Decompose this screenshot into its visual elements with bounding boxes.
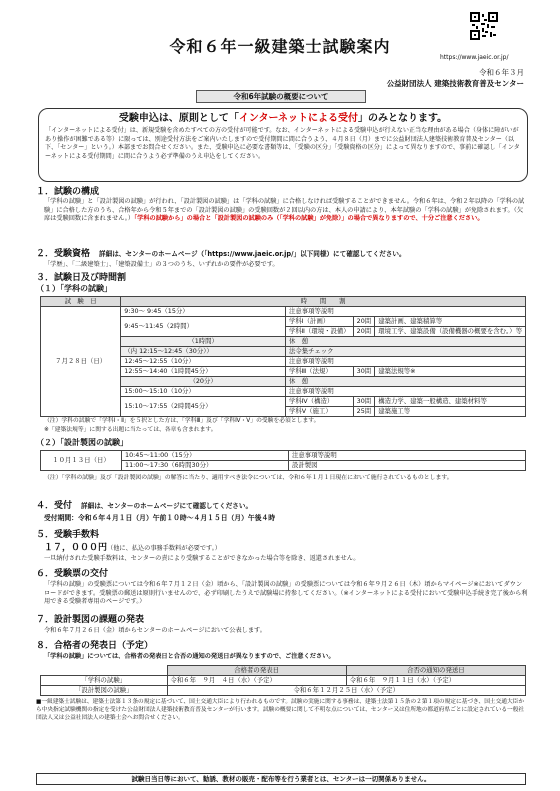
table-header-row: 合格者の発表日 合否の通知の発送日 (41, 666, 526, 676)
table-row: 学科Ⅴ（施工） 25問 建築施工等 (41, 407, 526, 417)
issue-date: 令和６年３月 (479, 68, 524, 77)
overview-banner: 令和6年試験の概要について (196, 90, 366, 103)
section-1-heading: １．試験の構成 (36, 187, 100, 197)
section-4-heading: ４．受付 詳細は、センターのホームページにて確認してください。 (36, 501, 253, 511)
table-row: 「設計製図の試験」 令和６年１２月２５日（水）（予定） (41, 686, 526, 696)
table-row: 15:10〜17:55（2時間45分） 学科Ⅳ（構造） 30問 構造力学、建築一般構造、建築材料等 (41, 397, 526, 407)
notice-box (38, 108, 528, 182)
results-table (40, 665, 526, 696)
page-title: 令和６年一級建築士試験案内 (169, 37, 391, 56)
schedule-note-1: （注）学科の試験で「学科Ⅰ・Ⅱ」を５択とした方は、「学科Ⅲ」及び「学科Ⅳ・Ⅴ」の受験を必須とします。 (44, 418, 320, 424)
fee-refund-note: 一旦納付された受験手数料は、センターの責により受験することができなかった場合等を除き、返還されません。 (44, 555, 360, 562)
section-3-sub-1: （１）「学科の試験」 (36, 284, 112, 293)
section-2-heading: ２．受験資格 詳細は、センターのホームページ（「https://www.jaeic.or.jp/」以下同様）にて確認してください。 (36, 249, 406, 259)
organization-name: 公益財団法人 建築技術教育普及センター (386, 79, 524, 88)
application-period: 受付期間：令和６年４月１日（月）午前１０時〜４月１５日（月）午後４時 (44, 514, 276, 522)
table-row: １０月１３日（日） 10:45〜11:00（15分） 注意事項等説明 (41, 451, 526, 461)
table-row: 11:00〜17:30（6時間30分） 設計製図 (41, 461, 526, 471)
schedule-note-2: ※「建築法規等」に関する出題に当たっては、各章も含まれます。 (44, 427, 217, 433)
table-row: （1時間） 休 憩 (41, 337, 526, 347)
exam-date-1: ７月２８日（日） (41, 307, 121, 417)
table-row: （内 12:15〜12:45（30分）） 法令集チェック (41, 347, 526, 357)
section-6-text: 「学科の試験」の受験票については令和６年７月１２日（金）頃から、「設計製図の試験」の受験票については令和６年９月２６日（木）頃からマイページ※においてダウンロードができます。受験票の郵送は原則行いませんので、必ず印刷したうえで試験場に持参してください。（※インターネットによる受付において受験申込手続き完了後から利用できる受験者専用のページです。） (44, 581, 528, 606)
exam-fee: １７，０００円（他に、払込の事務手数料が必要です。） (44, 543, 221, 553)
section-2-detail: 詳細は、センターのホームページ（「https://www.jaeic.or.jp/」以下同様）にて確認してください。 (99, 250, 406, 258)
site-url[interactable]: https://www.jaeic.or.jp/ (440, 54, 509, 61)
section-8-text: 「学科の試験」については、合格者の発表日と合否の通知の発送日が異なりますので、ご注意ください。 (44, 653, 335, 660)
section-7-heading: ７．設計製図の課題の発表 (36, 615, 145, 625)
table-row: 学科Ⅱ（環境・設備） 20問 環境工学、建築設備（設備機器の概要を含む。）等 (41, 327, 526, 337)
section-2-text: 「学歴」、「二級建築士」、「建築設備士」の３つのうち、いずれかの要件が必要です。 (44, 261, 279, 268)
written-exam-schedule (40, 296, 526, 417)
col-schedule: 時 間 割 (121, 297, 526, 307)
table-row: 12:55〜14:40（1時間45分） 学科Ⅲ（法規） 30問 建築法規等※ (41, 367, 526, 377)
notice-title-highlight: インターネットによる受付 (238, 113, 358, 124)
footer-warning: 試験日当日等において、勧誘、教材の販売・配布等を行う業者とは、センターは一切関係ありません。 (36, 773, 526, 785)
section-5-heading: ５．受験手数料 (36, 530, 100, 540)
schedule-note-3: （注）「学科の試験」及び「設計製図の試験」の解答に当たり、適用すべき法令については、令和６年１月１日現在において施行されているものとします。 (44, 475, 453, 481)
notice-body: 「インターネットによる受付」は、新規受験を含めたすべての方の受付が可能です。なお、インターネットによる受験申込が行えない正当な理由がある場合（身体に障がいがあり操作が困難である等）に限っては、別途受付方法をご案内いたしますので受付期間に間に合うよう、４月８日（月）までに公益財団法人建築技術教育普及センター（以下、「センター」という。）本部までお問合せください。また、受験申込に必要な書類等は、「受験の区分」「受験資格の区分」によって異なりますので、事前に確認し「インターネットによる受付期間」に間に合うよう必ず準備のうえ申込をしてください。 (45, 127, 520, 160)
section-4-detail: 詳細は、センターのホームページにて確認してください。 (81, 502, 253, 510)
table-row: 9:45〜11:45（2時間） 学科Ⅰ（計画） 20問 建築計画、建築積算等 (41, 317, 526, 327)
table-row: （20分） 休 憩 (41, 377, 526, 387)
exam-date-2: １０月１３日（日） (41, 451, 122, 471)
table-row: 15:00〜15:10（10分） 注意事項等説明 (41, 387, 526, 397)
legal-fine-print: ■一級建築士試験は、建築士法第１３条の規定に基づいて、国土交通大臣により行われるものです。試験の実施に関する事務は、建築士法第１５条の２第１項の規定に基づき、国土交通大臣から中央指定試験機関の指定を受けた公益財団法人建築技術教育普及センターが行います。試験の概要に関して不明な点については、センター又は住所地の都道府県ごとに設定されている一般社団法人又は公益社団法人の建築士会へお問合せください。 (36, 699, 525, 721)
section-3-heading: ３．試験日及び時間割 (36, 273, 127, 283)
section-3-sub-2: （２）「設計製図の試験」 (36, 438, 128, 447)
notice-title: 受験申込は、原則として「インターネットによる受付」のみとなります。 (118, 113, 448, 124)
table-row: 12:45〜12:55（10分） 注意事項等説明 (41, 357, 526, 367)
col-exam-date: 試 験 日 (41, 297, 121, 307)
section-1-warning: 「学科の試験から」の場合と「設計製図の試験のみ（「学科の試験」が免除）」の場合で異なりますので、十分ご注意ください。 (134, 215, 484, 223)
table-row: ７月２８日（日） 9:30〜 9:45（15分） 注意事項等説明 (41, 307, 526, 317)
table-row: 「学科の試験」 令和６年 ９月 ４日（水）（予定） 令和６年 ９月１１日（水）（予定） (41, 676, 526, 686)
section-6-heading: ６．受験票の交付 (36, 569, 109, 579)
section-8-heading: ８．合格者の発表日（予定） (36, 641, 154, 651)
section-1-text: 「学科の試験」と「設計製図の試験」が行われ、「設計製図の試験」は「学科の試験」に合格しなければ受験することができません。令和６年は、令和２年以降の「学科の試験」に合格した方のうち、合格年から令和５年までの「設計製図の試験」の受験回数が２回以内の方は、本人の申請により、本年試験の「学科の試験」が免除されます。（欠席は受験回数に含まれません。）「学科の試験から」の場合と「設計製図の試験のみ（「学科の試験」が免除）」の場合で異なりますので、十分ご注意ください。 (44, 198, 525, 223)
design-exam-schedule (40, 450, 526, 471)
table-header-row (41, 297, 526, 307)
section-7-text: 令和６年７月２６日（金）頃からセンターのホームページにおいて公表します。 (44, 627, 266, 634)
